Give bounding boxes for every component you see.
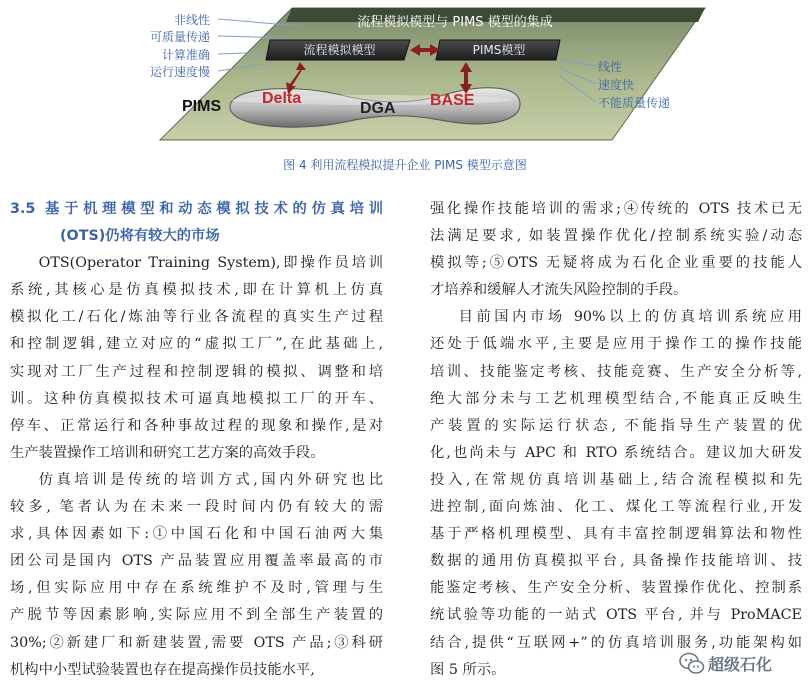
text-line: 能鉴定考核、生产安全分析、装置操作优化、控制系 (430, 580, 802, 597)
text-line: 仿真培训是传统的培训方式,国内外研究也比 (38, 471, 383, 488)
figure-4 (0, 0, 810, 178)
delta-label: Delta (262, 90, 302, 107)
label-slow: 运行速度慢 (149, 65, 210, 79)
text-line: 求,具体因素如下:①中国石化和中国石油两大集 (10, 526, 383, 543)
text-line: 模拟化工/石化/炼油等行业各流程的真实生产过程 (10, 309, 383, 326)
text-line: 基于严格机理模型、具有丰富控制逻辑算法和物性 (430, 526, 802, 543)
text-line: 产装置的实际运行状态, 不能指导生产装置的优 (430, 417, 802, 434)
text-line: 训。这种仿真模拟技术可逼真地模拟工厂的开车、 (10, 390, 383, 407)
text-line: 进控制,面向炼油、化工、煤化工等流程行业,开发 (430, 499, 802, 516)
wechat-icon (678, 650, 706, 678)
right-paragraphs (430, 196, 802, 684)
text-line: 绝大部分未与工艺机理模型结合,不能真正反映生 (430, 390, 802, 407)
pims-label: PIMS (182, 98, 222, 115)
label-fast: 速度快 (598, 78, 635, 92)
text-line: 和控制逻辑,建立对应的“虚拟工厂”,在此基础上, (10, 336, 383, 353)
left-column (10, 196, 383, 684)
text-line: 培训、技能鉴定考核、技能竞赛、生产安全分析等, (430, 363, 802, 380)
figure-caption: 图 4 利用流程模拟提升企业 PIMS 模型示意图 (283, 158, 527, 172)
label-nonlinear: 非线性 (173, 13, 210, 27)
text-line: 图 5 所示。 (430, 661, 506, 678)
text-line: 结合,提供“互联网+”的仿真培训服务,功能架构如 (430, 634, 802, 651)
text-line: 团公司是国内 OTS 产品装置应用覆盖率最高的市 (10, 553, 383, 570)
text-line: 较多, 笔者认为在未来一段时间内仍有较大的需 (10, 499, 383, 516)
text-line: 法满足要求, 如装置操作优化/控制系统实验/动态 (430, 228, 802, 245)
text-line: 产脱节等因素影响,实际应用不到全部生产装置的 (10, 607, 383, 624)
right-column (430, 196, 802, 684)
text-line: 30%;②新建厂和新建装置,需要 OTS 产品;③科研 (10, 634, 383, 651)
text-line: OTS(Operator Training System),即操作员培训 (38, 255, 383, 272)
text-line: 机构中小型试验装置也存在提高操作员技能水平, (10, 661, 315, 678)
text-line: 停车、正常运行和各种事故过程的现象和操作,是对 (10, 417, 383, 434)
dga-label: DGA (360, 100, 396, 117)
left-paragraphs (10, 250, 383, 684)
section-heading-line2: (OTS)仍将有较大的市场 (60, 228, 220, 245)
label-mass-transfer: 可质量传递 (149, 30, 210, 44)
block-left-label: 流程模拟模型 (303, 43, 376, 57)
label-no-mass-transfer: 不能质量传递 (598, 96, 671, 110)
base-label: BASE (430, 92, 475, 109)
label-linear: 线性 (598, 60, 623, 74)
text-line: 场,但实际应用中存在系统维护不及时,管理与生 (10, 580, 383, 597)
text-line: 系统,其核心是仿真模拟技术,即在计算机上仿真 (10, 282, 383, 299)
text-line: 生产装置操作工培训和研究工艺方案的高效手段。 (10, 444, 325, 461)
text-line: 统试验等功能的一站式 OTS 平台, 并与 ProMACE (430, 607, 802, 624)
figure-title: 流程模拟模型与 PIMS 模型的集成 (357, 15, 553, 30)
text-line: 实现对工厂生产过程和控制逻辑的模拟、调整和培 (10, 363, 383, 380)
text-line: 才培养和缓解人才流失风险控制的手段。 (430, 282, 688, 299)
text-line: 模拟等;⑤OTS 无疑将成为石化企业重要的技能人 (430, 255, 802, 272)
text-line: 投入,在常规仿真培训基础上,结合流程模拟和先 (430, 471, 802, 488)
text-line: 目前国内市场 90%以上的仿真培训系统应用 (458, 309, 802, 326)
text-line: 还处于低端水平,主要是应用于操作工的操作技能 (430, 336, 802, 353)
text-line: 化,也尚未与 APC 和 RTO 系统结合。建议加大研发 (430, 444, 802, 461)
section-heading-line1: 3.5 基于机理模型和动态模拟技术的仿真培训 (10, 201, 383, 217)
block-right-label: PIMS模型 (472, 43, 526, 57)
text-line: 强化操作技能培训的需求;④传统的 OTS 技术已无 (430, 201, 802, 217)
watermark (678, 648, 802, 678)
label-accurate: 计算准确 (161, 48, 210, 62)
watermark-text: 超级石化 (708, 655, 773, 674)
text-line: 数据的通用仿真模拟平台, 具备操作技能培训、技 (430, 553, 802, 570)
